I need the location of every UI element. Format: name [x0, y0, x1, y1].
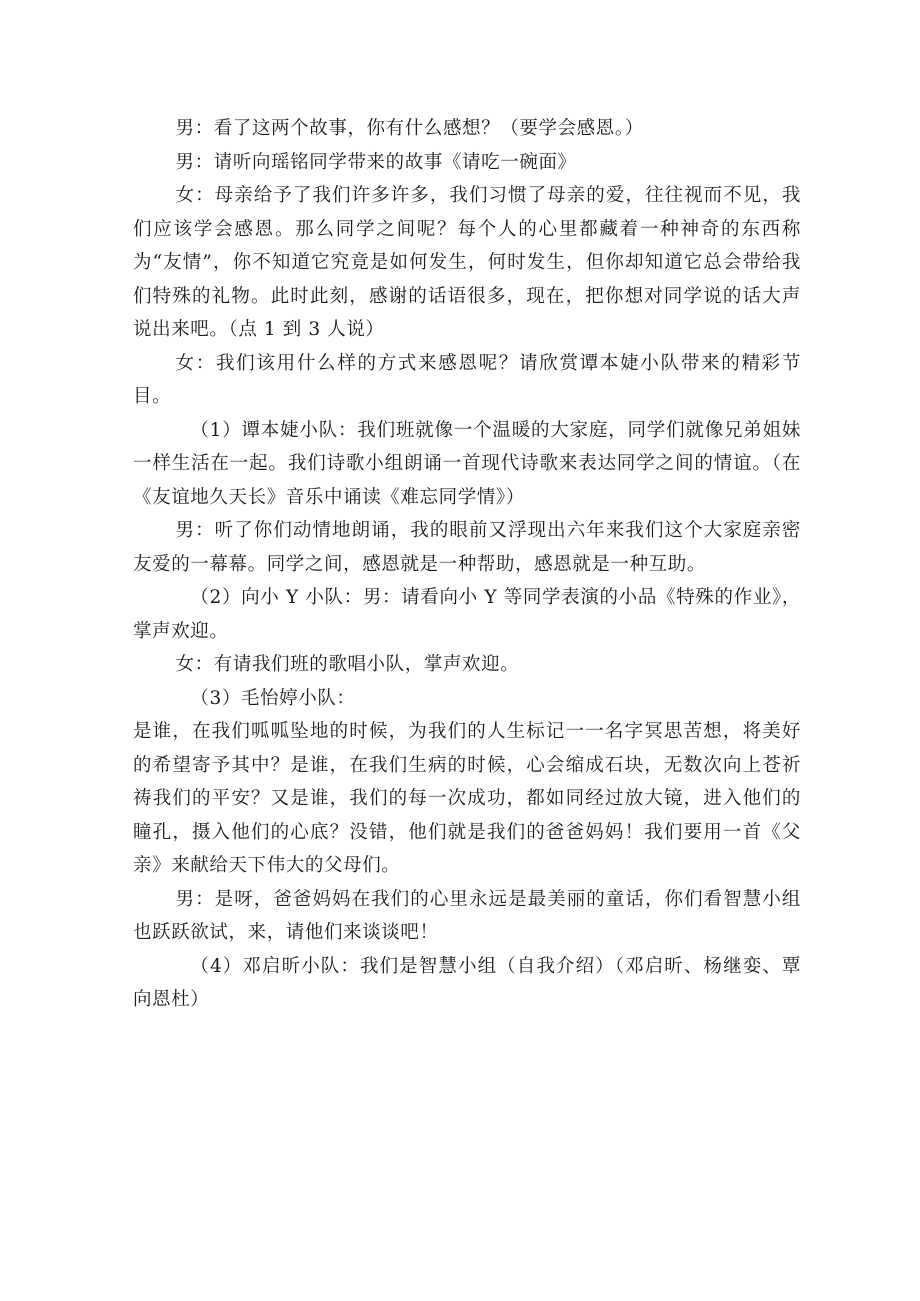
paragraph: （2）向小 Y 小队：男：请看向小 Y 等同学表演的小品《特殊的作业》，掌声欢迎。 [133, 587, 801, 642]
paragraph: 男：是呀，爸爸妈妈在我们的心里永远是最美丽的童话，你们看智慧小组也跃跃欲试，来，请他们来谈谈吧！ [133, 888, 801, 943]
paragraph: （3）毛怡婷小队： [190, 687, 356, 709]
paragraph: 男：看了这两个故事，你有什么感想？（要学会感恩。） [175, 118, 644, 139]
paragraph: 女：有请我们班的歌唱小队，掌声欢迎。 [175, 654, 520, 675]
paragraph: 男：请听向瑶铭同学带来的故事《请吃一碗面》 [175, 151, 577, 173]
paragraph: 女：我们该用什么样的方式来感恩呢？请欣赏谭本婕小队带来的精彩节目。 [133, 352, 801, 407]
paragraph: （1）谭本婕小队：我们班就像一个温暖的大家庭，同学们就像兄弟姐妹一样生活在一起。我们诗歌小组朗诵一首现代诗歌来表达同学之间的情谊。（在《友谊地久天长》音乐中诵读《难忘同学情》） [133, 419, 801, 508]
paragraph: 男：听了你们动情地朗诵，我的眼前又浮现出六年来我们这个大家庭亲密友爱的一幕幕。同学之间，感恩就是一种帮助，感恩就是一种互助。 [133, 520, 801, 575]
paragraph: 是谁，在我们呱呱坠地的时候，为我们的人生标记一一名字冥思苦想，将美好的希望寄予其中？是谁，在我们生病的时候，心会缩成石块，无数次向上苍祈祷我们的平安？又是谁，我们的每一次成功，都如同经过放大镜，进入他们的瞳孔，摄入他们的心底？没错，他们就是我们的爸爸妈妈！我们要用一首《父亲》来献给天下伟大的父母们。 [133, 721, 801, 876]
paragraph: 女：母亲给予了我们许多许多，我们习惯了母亲的爱，往往视而不见，我们应该学会感恩。那么同学之间呢？每个人的心里都藏着一种神奇的东西称为“友情”，你不知道它究竟是如何发生，何时发生，但你却知道它总会带给我们特殊的礼物。此时此刻，感谢的话语很多，现在，把你想对同学说的话大声说出来吧。（点 1 到 3 人说） [133, 185, 801, 340]
document-body [133, 112, 801, 1017]
paragraph: （4）邓启昕小队：我们是智慧小组（自我介绍）（邓启昕、杨继娈、覃向恩杜） [133, 955, 801, 1010]
